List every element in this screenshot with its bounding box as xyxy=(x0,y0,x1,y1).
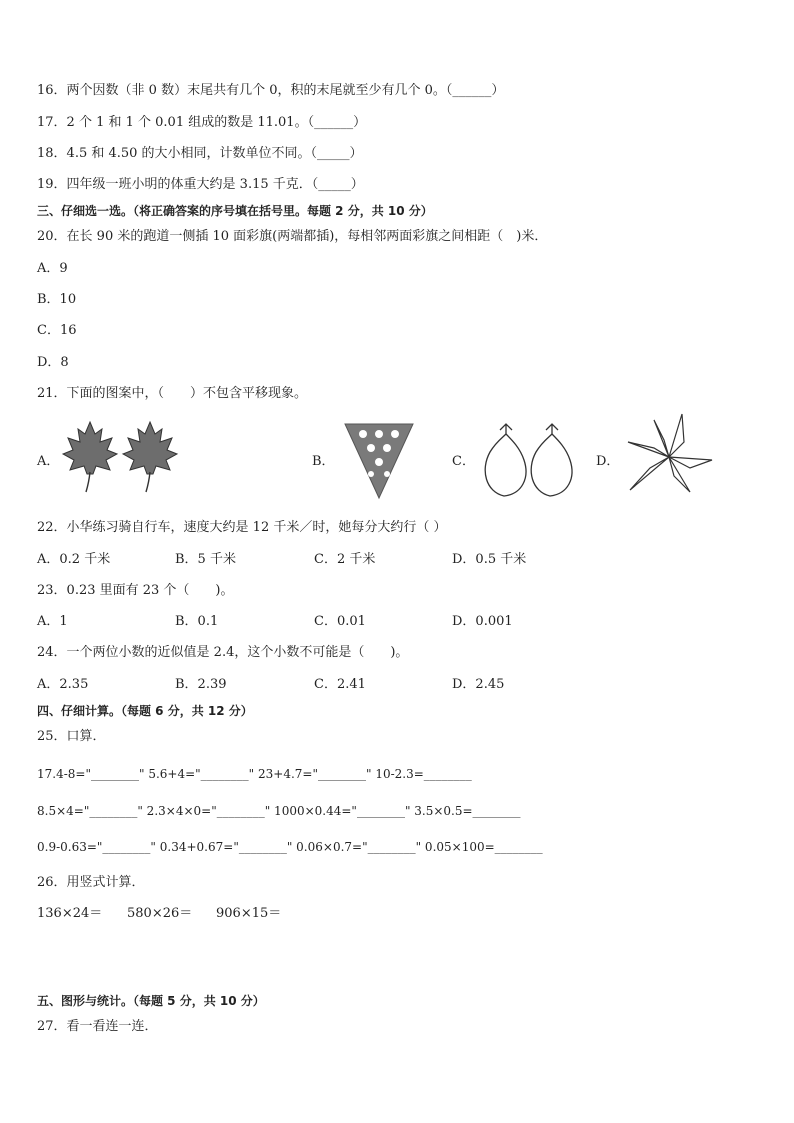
question-21: 21．下面的图案中，（ ）不包含平移现象。 xyxy=(37,386,308,401)
q23-option-d: D．0.001 xyxy=(452,614,513,629)
question-27: 27．看一看连一连． xyxy=(37,1019,158,1034)
q20-option-b: B．10 xyxy=(37,292,77,307)
question-16: 16．两个因数（非 0 数）末尾共有几个 0，积的末尾就至少有几个 0。（______） xyxy=(37,83,505,98)
q20-option-c: C．16 xyxy=(37,323,77,338)
q26-item-2: 580×26＝ xyxy=(127,906,193,921)
section-5-heading: 五、图形与统计。（每题 5 分，共 10 分） xyxy=(37,994,265,1008)
q20-option-a: A．9 xyxy=(37,261,68,276)
q21-label-d: D． xyxy=(596,454,620,469)
q23-option-a: A．1 xyxy=(37,614,68,629)
q25-row-3: 0.9-0.63="________" 0.34+0.67="________" 0.06×0.7="________" 0.05×100=________ xyxy=(37,840,543,854)
q22-option-c: C．2 千米 xyxy=(314,552,376,567)
q26-item-3: 906×15＝ xyxy=(216,906,282,921)
hearts-figure xyxy=(480,420,580,500)
question-23: 23．0.23 里面有 23 个（ )。 xyxy=(37,583,234,598)
question-19: 19．四年级一班小明的体重大约是 3.15 千克．（_____） xyxy=(37,177,364,192)
q24-option-c: C．2.41 xyxy=(314,677,366,692)
q22-option-d: D．0.5 千米 xyxy=(452,552,527,567)
question-26: 26．用竖式计算． xyxy=(37,875,145,890)
question-17: 17．2 个 1 和 1 个 0.01 组成的数是 11.01。（______） xyxy=(37,115,367,130)
question-24: 24．一个两位小数的近似值是 2.4，这个小数不可能是（ )。 xyxy=(37,645,409,660)
question-20: 20．在长 90 米的跑道一侧插 10 面彩旗(两端都插)，每相邻两面彩旗之间相距（ )米． xyxy=(37,229,548,244)
q21-label-a: A． xyxy=(37,454,60,469)
q22-option-b: B．5 千米 xyxy=(175,552,236,567)
q21-label-c: C． xyxy=(452,454,475,469)
q22-option-a: A．0.2 千米 xyxy=(37,552,111,567)
q23-option-c: C．0.01 xyxy=(314,614,366,629)
q24-option-a: A．2.35 xyxy=(37,677,89,692)
section-3-heading: 三、仔细选一选。（将正确答案的序号填在括号里。每题 2 分，共 10 分） xyxy=(37,204,433,218)
q25-row-2: 8.5×4="________" 2.3×4×0="________" 1000×0.44="________" 3.5×0.5=________ xyxy=(37,804,521,818)
q20-option-d: D．8 xyxy=(37,355,69,370)
pinwheel-figure xyxy=(624,412,716,496)
q24-option-b: B．2.39 xyxy=(175,677,227,692)
q23-option-b: B．0.1 xyxy=(175,614,219,629)
question-18: 18．4.5 和 4.50 的大小相同，计数单位不同。（_____） xyxy=(37,146,363,161)
q21-label-b: B． xyxy=(312,454,335,469)
q26-item-1: 136×24＝ xyxy=(37,906,103,921)
q25-row-1: 17.4-8="________" 5.6+4="________" 23+4.7="________" 10-2.3=________ xyxy=(37,767,472,781)
q24-option-d: D．2.45 xyxy=(452,677,505,692)
question-25: 25．口算． xyxy=(37,729,106,744)
question-22: 22．小华练习骑自行车，速度大约是 12 千米／时，她每分大约行（ ） xyxy=(37,520,447,535)
maple-leaves-figure xyxy=(62,420,182,494)
snowflake-triangle-figure xyxy=(343,422,415,500)
section-4-heading: 四、仔细计算。（每题 6 分，共 12 分） xyxy=(37,704,253,718)
